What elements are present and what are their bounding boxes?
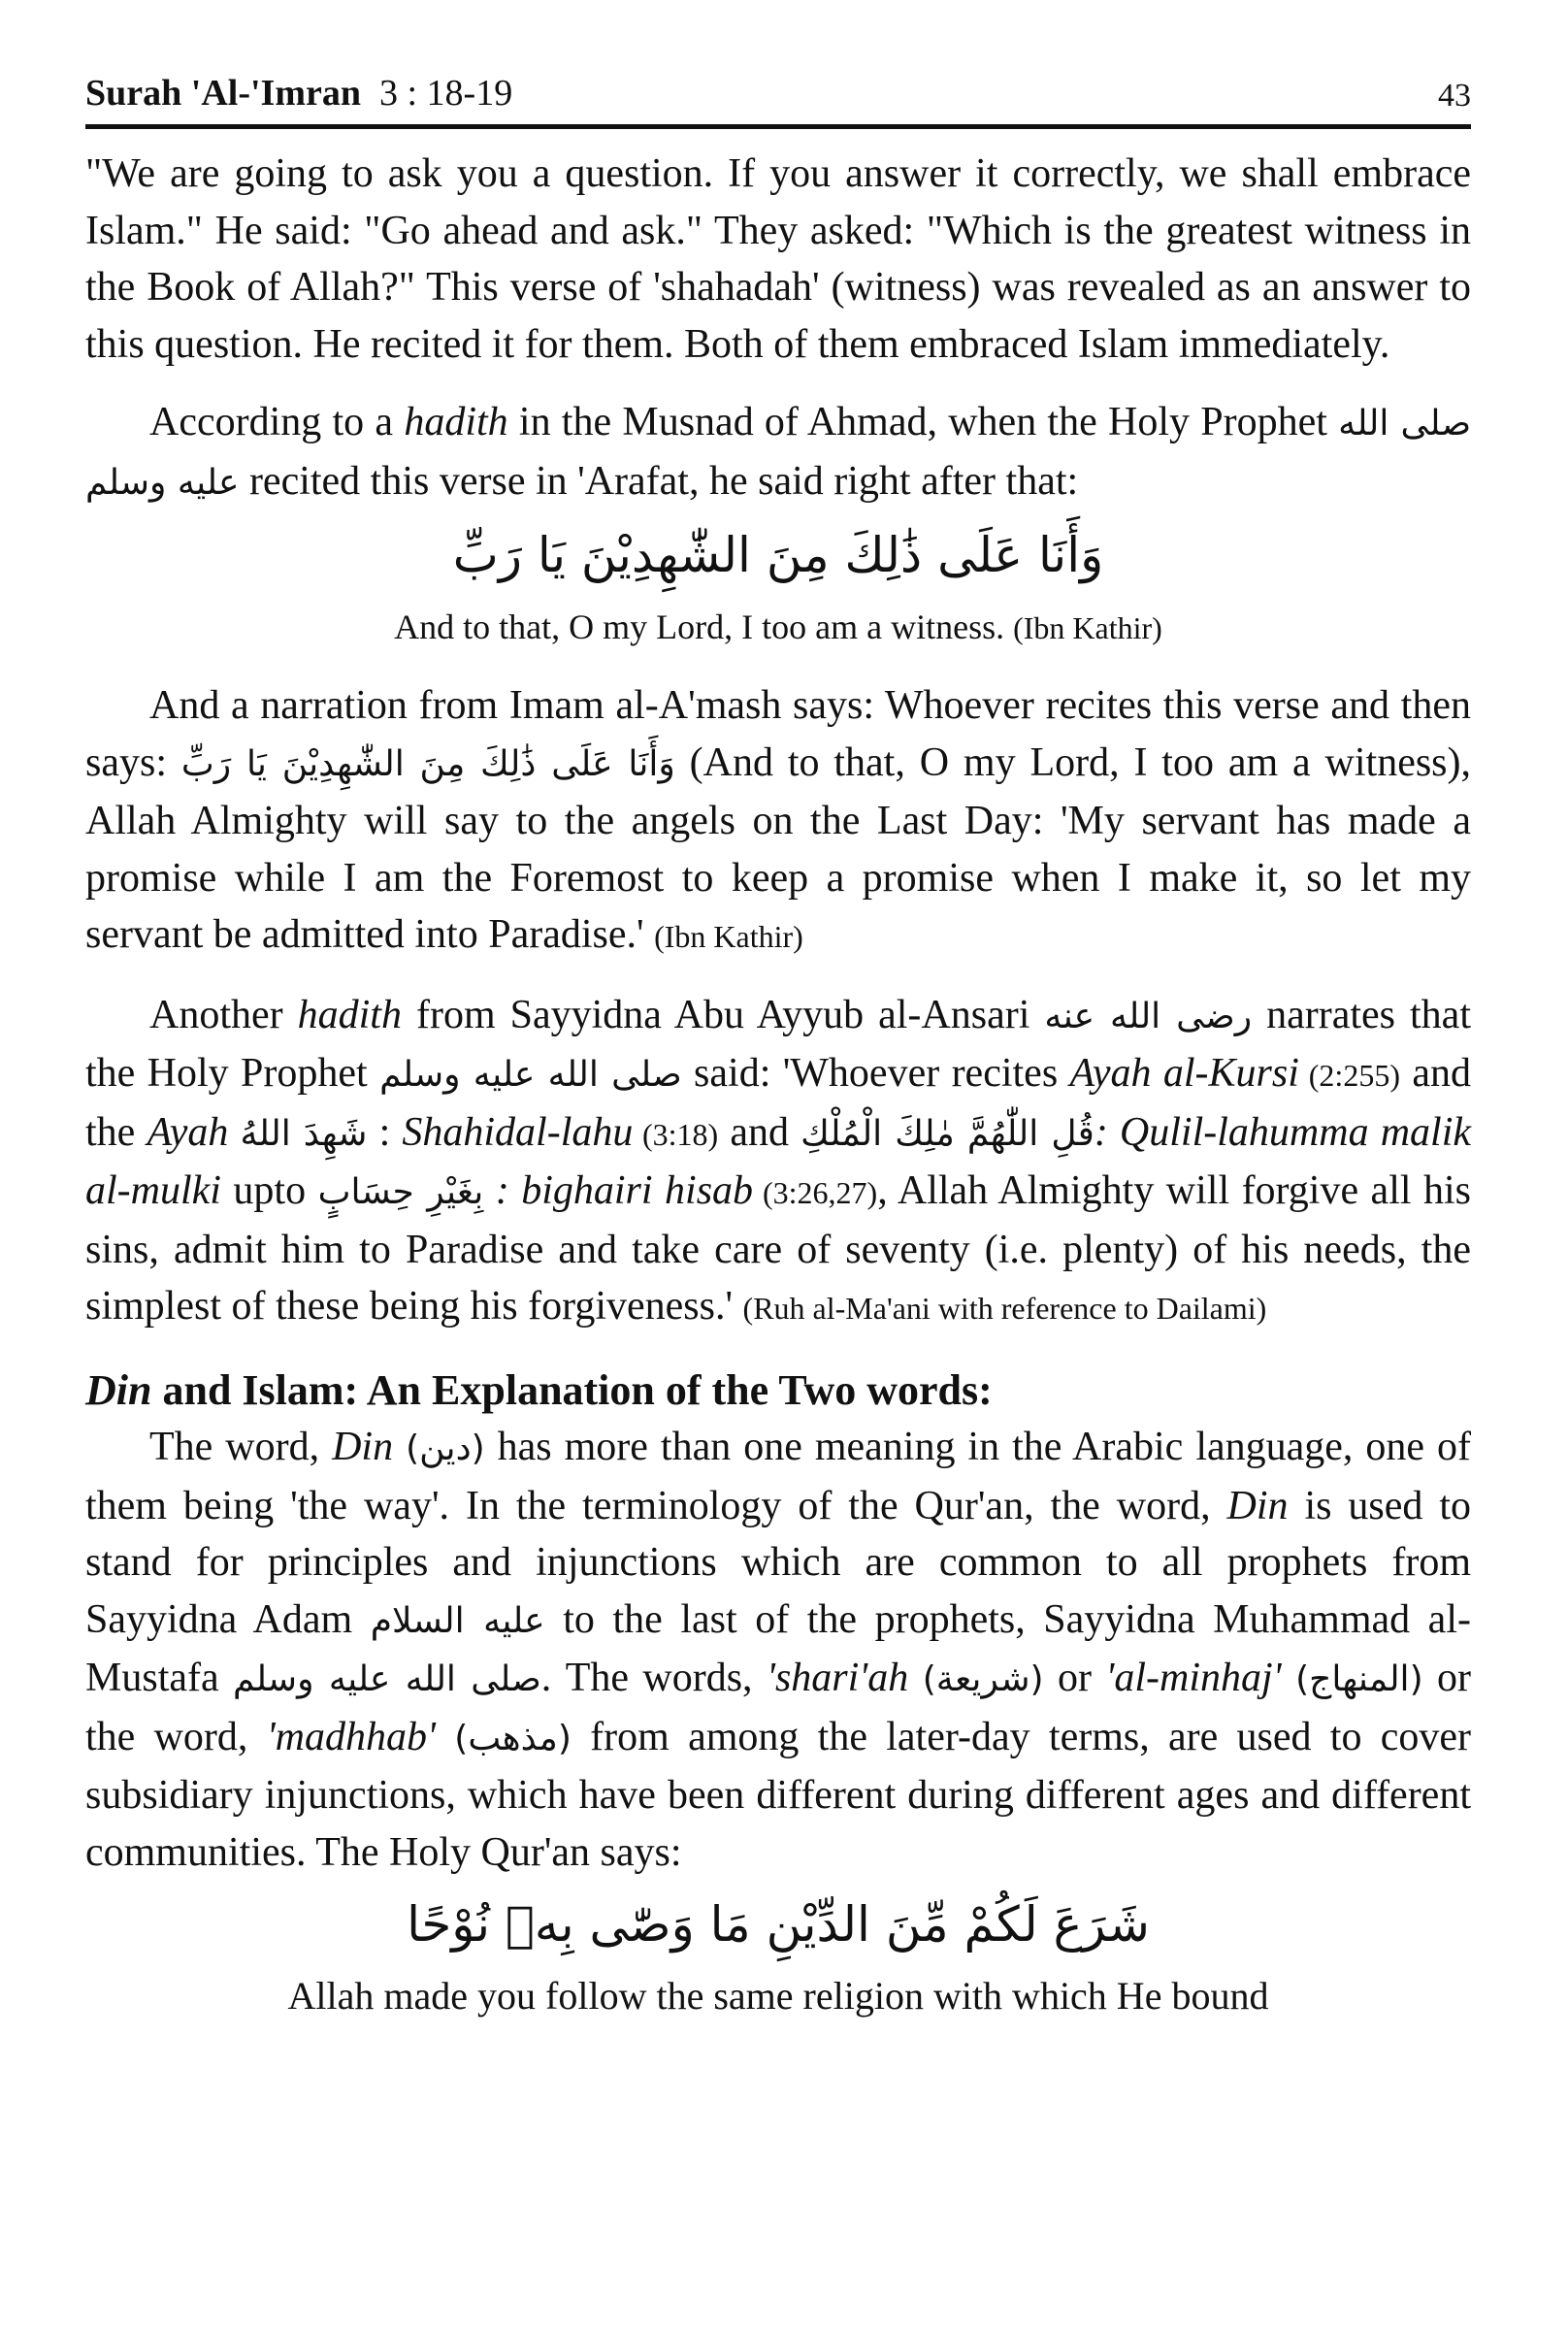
surah-title: [85, 72, 512, 115]
translation-caption-1: And to that, O my Lord, I too am a witness. (Ibn Kathir): [394, 607, 1162, 646]
surah-name: Surah 'Al-'Imran: [85, 73, 361, 114]
paragraph-5: The word, Din (دين) has more than one meaning in the Arabic language, one of them being 'the way'. In the terminology of the Qur'an, the word, Din is used to stand for principles and injunctions which are common to all prophets from Sayyidna Adam عليه السلام to the last of the prophets, Sayyidna Muhammad al-Mustafa صلى الله عليه وسلم. The words, 'shari'ah (شريعة) or 'al-minhaj' (المنهاج) or the word, 'madhhab' (مذهب) from among the later-day terms, are used to cover subsidiary injunctions, which have been different during different ages and different communities. The Holy Qur'an says:: [85, 1425, 1472, 1875]
paragraph-3: And a narration from Imam al-A'mash says: Whoever recites this verse and then says: وَأَنَا عَلَى ذَٰلِكَ مِنَ الشّٰهِدِيْنَ يَا رَبِّ (And to that, O my Lord, I too am a witness), Allah Almighty will say to the angels on the Last Day: 'My servant has made a promise while I am the Foremost to keep a promise when I make it, so let my servant be admitted into Paradise.' (Ibn Kathir): [85, 683, 1472, 957]
source-citation: (Ibn Kathir): [654, 919, 803, 954]
source-citation: (Ruh al-Ma'ani with reference to Dailami): [742, 1291, 1267, 1326]
source-citation: (Ibn Kathir): [1013, 610, 1162, 645]
translation-caption-2: Allah made you follow the same religion with which He bound: [287, 1974, 1269, 2018]
verse-reference: 3 : 18-19: [378, 73, 513, 114]
running-header: [85, 60, 1471, 129]
arabic-verse-2: شَرَعَ لَكُمْ مِّنَ الدِّيْنِ مَا وَصّٰى بِهٖ نُوْحًا: [407, 1896, 1150, 1953]
page-number: 43: [1438, 78, 1471, 114]
arabic-inline-verse: وَأَنَا عَلَى ذَٰلِكَ مِنَ الشّٰهِدِيْنَ يَا رَبِّ: [180, 743, 675, 784]
paragraph-2: According to a hadith in the Musnad of Ahmad, when the Holy Prophet صلى الله عليه وسلم recited this verse in 'Arafat, he said right after that:: [85, 400, 1472, 504]
page-body: [85, 146, 1471, 2024]
term-hadith: hadith: [404, 400, 508, 444]
arabic-salutation: صلى الله عليه وسلم: [85, 404, 1472, 503]
section-heading: Din and Islam: An Explanation of the Two words:: [85, 1365, 993, 1414]
paragraph-4: Another hadith from Sayyidna Abu Ayyub al-Ansari رضى الله عنه narrates that the Holy Prophet صلى الله عليه وسلم said: 'Whoever recites Ayah al-Kursi (2:255) and the Ayah شَهِدَ اللهُ : Shahidal-lahu (3:18) and قُلِ اللّٰهُمَّ مٰلِكَ الْمُلْكِ: Qulil-lahumma malik al-mulki upto بِغَيْرِ حِسَابٍ : bighairi hisab (3:26,27), Allah Almighty will forgive all his sins, admit him to Paradise and take care of seventy (i.e. plenty) of his needs, the simplest of these being his forgiveness.' (Ruh al-Ma'ani with reference to Dailami): [85, 992, 1472, 1329]
paragraph-1: "We are going to ask you a question. If you answer it correctly, we shall embrace Islam." He said: "Go ahead and ask." They asked: "Which is the greatest witness in the Book of Allah?" This verse of 'shahadah' (witness) was revealed as an answer to this question. He recited it for them. Both of them embraced Islam immediately.: [85, 151, 1471, 367]
arabic-verse-1: وَأَنَا عَلَى ذَٰلِكَ مِنَ الشّٰهِدِيْنَ يَا رَبِّ: [452, 527, 1104, 583]
